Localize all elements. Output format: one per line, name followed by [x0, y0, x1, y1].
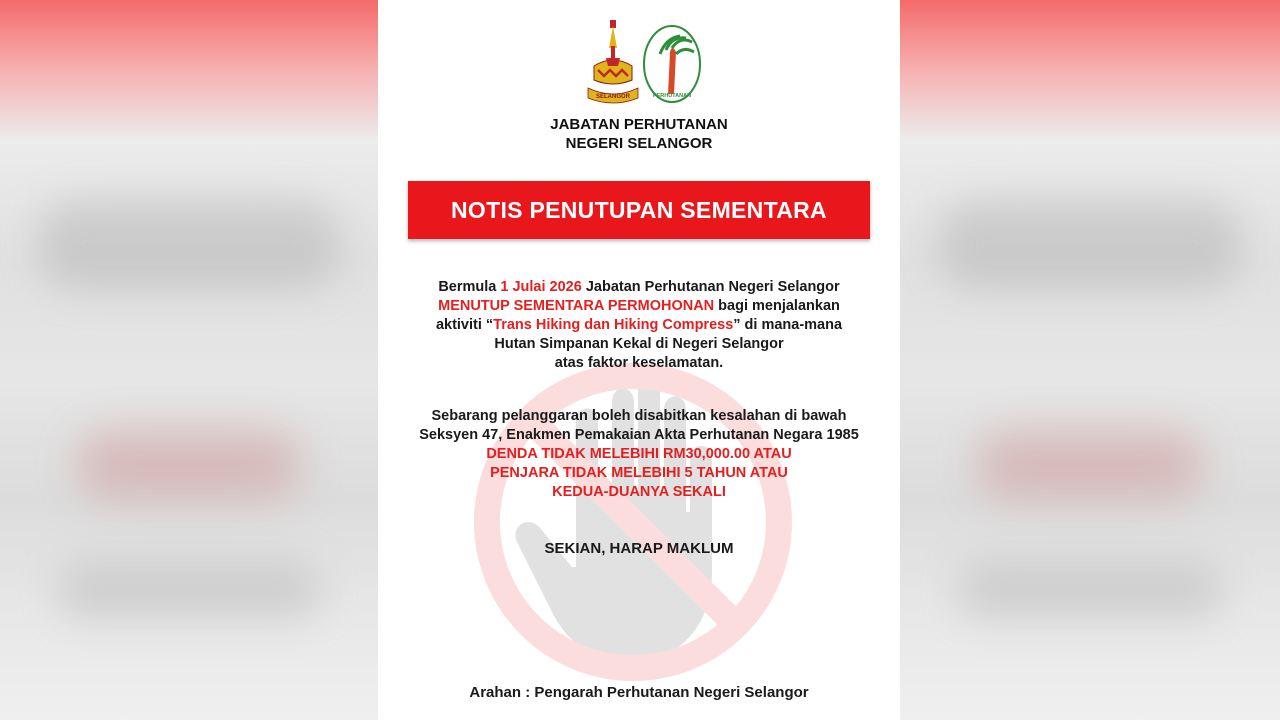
department-name-line2: NEGERI SELANGOR: [565, 135, 713, 152]
footer-directive: Arahan : Pengarah Perhutanan Negeri Selangor: [469, 684, 809, 701]
penalty-prison: PENJARA TIDAK MELEBIHI 5 TAHUN ATAU: [490, 465, 788, 481]
penalty-fine: DENDA TIDAK MELEBIHI RM30,000.00 ATAU: [486, 446, 792, 462]
para2-line1: Sebarang pelanggaran boleh disabitkan kesalahan di bawah: [431, 408, 847, 424]
selangor-crest-logo: [584, 18, 642, 108]
penalty-both: KEDUA-DUANYA SEKALI: [552, 484, 726, 500]
para1-line1-start: Bermula: [438, 279, 501, 295]
department-name-line1: JABATAN PERHUTANAN: [550, 116, 728, 133]
blurred-backdrop-left: [0, 0, 378, 720]
closing-statement: SEKIAN, HARAP MAKLUM: [544, 540, 734, 557]
perhutanan-logo-label: PERHUTANAN: [652, 93, 692, 99]
activity-name: Trans Hiking dan Hiking Compress: [493, 317, 734, 333]
para2-line2: Seksyen 47, Enakmen Pemakaian Akta Perhutanan Negara 1985: [419, 427, 859, 443]
perhutanan-logo: [640, 24, 704, 106]
notice-title: NOTIS PENUTUPAN SEMENTARA: [451, 196, 827, 223]
blurred-backdrop-right: [900, 0, 1280, 720]
para1-line1-end: Jabatan Perhutanan Negeri Selangor: [581, 279, 840, 295]
crest-label: SELANGOR: [595, 94, 631, 100]
para1-line2-end: bagi menjalankan: [714, 298, 840, 314]
para1-line3-start: aktiviti “: [435, 317, 494, 333]
notice-title-banner: [408, 181, 870, 239]
closure-statement: MENUTUP SEMENTARA PERMOHONAN: [438, 298, 715, 314]
para1-line2: [378, 298, 900, 314]
para1-line3-end: ” di mana-mana: [733, 317, 843, 333]
para1-line4: Hutan Simpanan Kekal di Negeri Selangor: [494, 336, 784, 352]
para1-line3: [378, 317, 900, 333]
effective-date: 1 Julai 2026: [500, 279, 582, 295]
para1-line5: atas faktor keselamatan.: [554, 355, 724, 371]
para1-line1: [378, 279, 900, 295]
